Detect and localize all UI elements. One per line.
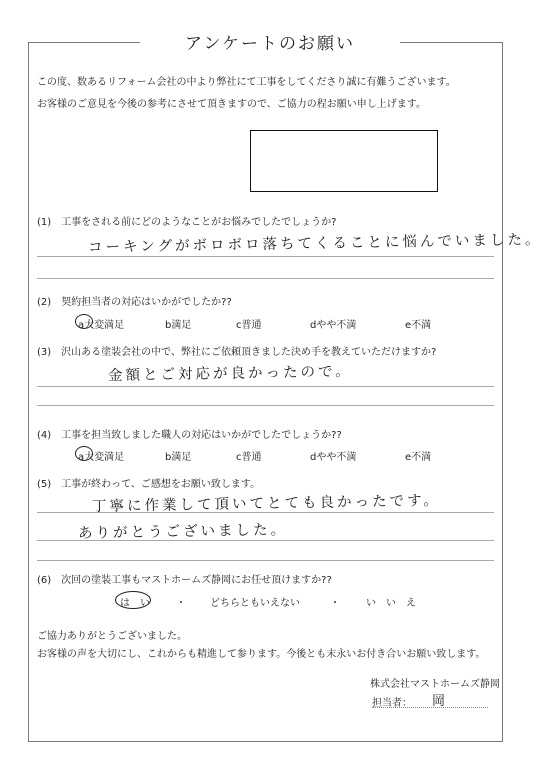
answer-line bbox=[37, 386, 494, 387]
option-2e: e不満 bbox=[405, 320, 432, 331]
answer-5-line-1: 丁寧に作業して頂いてとても良かったです。 bbox=[91, 492, 441, 516]
company-name: 株式会社マストホームズ静岡 bbox=[370, 679, 500, 690]
closing-thanks: ご協力ありがとうございました。 bbox=[37, 631, 187, 642]
answer-1: コーキングがボロボロ落ちてくることに悩んでいました。 bbox=[87, 232, 543, 256]
option-2c: c普通 bbox=[236, 320, 262, 331]
question-6: (6) 次回の塗装工事もマストホームズ静岡にお任せ頂けますか?? bbox=[37, 575, 332, 586]
option-6-no: い い え bbox=[366, 598, 416, 609]
page-title: アンケートのお願い bbox=[140, 34, 400, 54]
option-6-yes: は い bbox=[120, 598, 150, 609]
option-4d: dやや不満 bbox=[310, 452, 357, 463]
answer-line bbox=[37, 540, 494, 541]
staff-signature: 岡 bbox=[432, 694, 446, 709]
option-4a: a大変満足 bbox=[78, 452, 125, 463]
question-3: (3) 沢山ある塗装会社の中で、弊社にご依頼頂きました決め手を教えていただけますか? bbox=[37, 347, 437, 358]
closing-message: お客様の声を大切にし、これからも精進して参ります。今後とも末永いお付き合いお願い致します。 bbox=[37, 649, 486, 660]
intro-line-1: この度、数あるリフォーム会社の中より弊社にて工事をしてくださり誠に有難うございます。 bbox=[37, 77, 456, 88]
option-2d: dやや不満 bbox=[310, 320, 357, 331]
option-2a: a大変満足 bbox=[78, 320, 125, 331]
answer-line bbox=[37, 512, 494, 513]
signature-line bbox=[372, 707, 488, 708]
staff-label: 担当者： bbox=[372, 698, 412, 709]
option-6-undecided: どちらともいえない bbox=[210, 598, 300, 609]
answer-line bbox=[37, 278, 494, 279]
answer-line bbox=[37, 560, 494, 561]
option-4e: e不満 bbox=[405, 452, 432, 463]
answer-5-line-2: ありがとうございました。 bbox=[77, 522, 289, 542]
option-4b: b満足 bbox=[165, 452, 192, 463]
option-2b: b満足 bbox=[165, 320, 192, 331]
question-2: (2) 契約担当者の対応はいかがでしたか?? bbox=[37, 297, 232, 308]
question-1: (1) 工事をされる前にどのようなことがお悩みでしたでしょうか? bbox=[37, 217, 337, 228]
question-5: (5) 工事が終わって、ご感想をお願い致します。 bbox=[37, 479, 261, 490]
redacted-name-box bbox=[250, 130, 438, 192]
answer-3: 金額とご対応が良かったので。 bbox=[107, 363, 353, 385]
option-separator: ・ bbox=[176, 598, 186, 609]
answer-line bbox=[37, 256, 494, 257]
option-separator: ・ bbox=[330, 598, 340, 609]
question-4: (4) 工事を担当致しました職人の対応はいかがでしたでしょうか?? bbox=[37, 430, 342, 441]
answer-line bbox=[37, 405, 494, 406]
option-4c: c普通 bbox=[236, 452, 262, 463]
intro-line-2: お客様のご意見を今後の参考にさせて頂きますので、ご協力の程お願い申し上げます。 bbox=[37, 99, 426, 110]
